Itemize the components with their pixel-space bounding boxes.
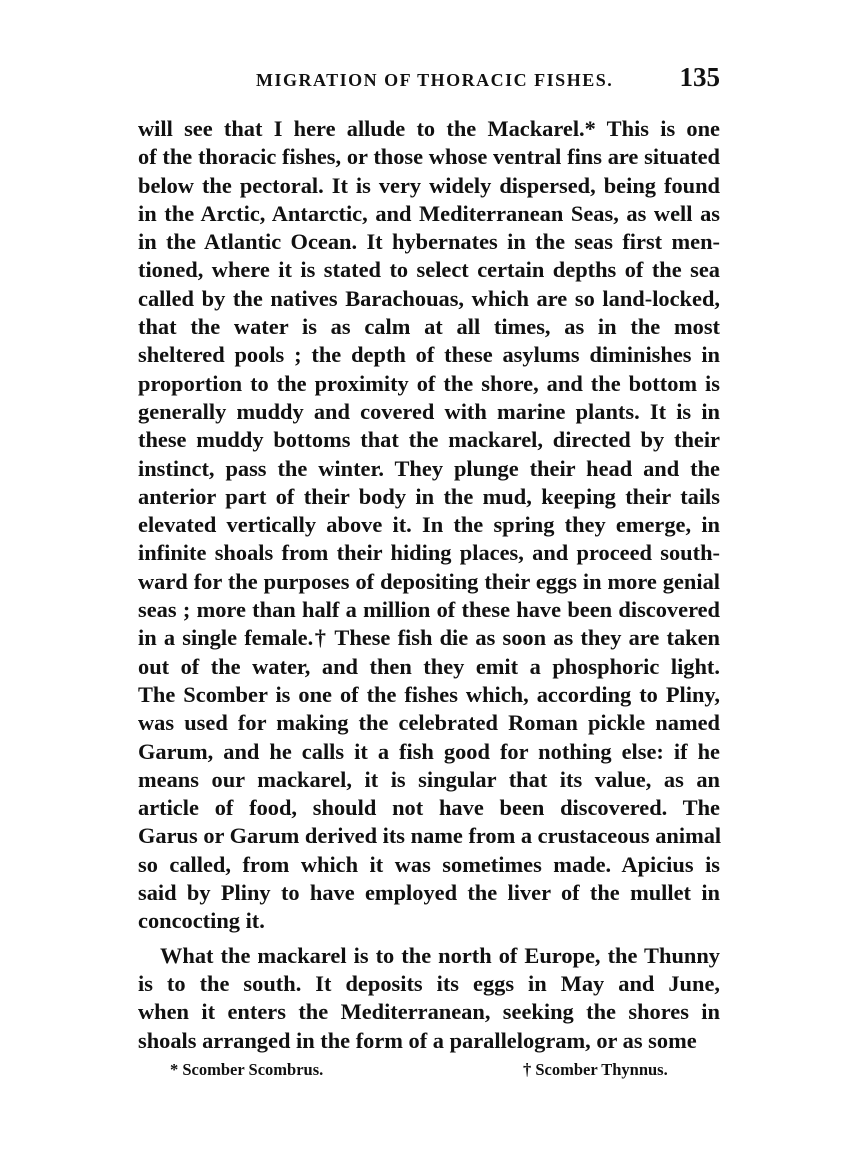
text-line: generally muddy and covered with marine plants. It is in bbox=[138, 398, 720, 424]
text-line: concocting it. bbox=[138, 908, 265, 934]
footnotes bbox=[138, 1060, 720, 1084]
text-line: these muddy bottoms that the mackarel, directed by their bbox=[138, 427, 720, 453]
text-line: ward for the purposes of depositing their eggs in more genial bbox=[138, 568, 720, 594]
text-line: called by the natives Barachouas, which are so land-locked, bbox=[138, 285, 720, 311]
text-line: means our mackarel, it is singular that its value, as an bbox=[138, 766, 720, 792]
text-line: elevated vertically above it. In the spring they emerge, in bbox=[138, 512, 720, 538]
text-line: proportion to the proximity of the shore, and the bottom is bbox=[138, 370, 720, 396]
text-line: in the Atlantic Ocean. It hybernates in the seas first men- bbox=[138, 229, 720, 255]
text-line: tioned, where it is stated to select certain depths of the sea bbox=[138, 257, 720, 283]
paragraph bbox=[138, 115, 720, 936]
text-line: anterior part of their body in the mud, keeping their tails bbox=[138, 483, 720, 509]
text-line: instinct, pass the winter. They plunge their head and the bbox=[138, 455, 720, 481]
text-line: Garus or Garum derived its name from a crustaceous animal bbox=[138, 823, 722, 849]
footnote-2: † Scomber Thynnus. bbox=[523, 1060, 668, 1079]
text-line: was used for making the celebrated Roman pickle named bbox=[138, 710, 720, 736]
text-line: shoals arranged in the form of a parallelogram, or as some bbox=[138, 1027, 697, 1053]
text-line: The Scomber is one of the fishes which, according to Pliny, bbox=[138, 681, 720, 707]
text-line: out of the water, and then they emit a phosphoric light. bbox=[138, 653, 720, 679]
text-line: will see that I here allude to the Mackarel.* This is one bbox=[138, 116, 720, 141]
paragraph bbox=[138, 942, 720, 1055]
text-line: article of food, should not have been discovered. The bbox=[138, 795, 720, 821]
text-line: What the mackarel is to the north of Europe, the Thunny bbox=[160, 942, 720, 968]
text-line: seas ; more than half a million of these have been discovered bbox=[138, 597, 720, 623]
text-line: sheltered pools ; the depth of these asylums diminishes in bbox=[138, 342, 720, 368]
text-line: that the water is as calm at all times, as in the most bbox=[138, 314, 720, 340]
text-line: infinite shoals from their hiding places, and proceed south- bbox=[138, 540, 720, 566]
footnote-1: * Scomber Scombrus. bbox=[170, 1060, 324, 1079]
text-line: in a single female.† These fish die as soon as they are taken bbox=[138, 625, 720, 651]
text-line: Garum, and he calls it a fish good for nothing else: if he bbox=[138, 738, 720, 764]
text-line: so called, from which it was sometimes made. Apicius is bbox=[138, 851, 720, 877]
running-title: MIGRATION OF THORACIC FISHES. bbox=[256, 70, 614, 90]
text-line: is to the south. It deposits its eggs in May and June, bbox=[138, 970, 720, 996]
text-line: below the pectoral. It is very widely dispersed, being found bbox=[138, 172, 720, 198]
text-line: of the thoracic fishes, or those whose ventral fins are situated bbox=[138, 144, 720, 170]
body-text bbox=[138, 115, 720, 1055]
text-line: when it enters the Mediterranean, seeking the shores in bbox=[138, 999, 720, 1025]
text-line: said by Pliny to have employed the liver of the mullet in bbox=[138, 880, 720, 906]
running-header bbox=[138, 62, 720, 98]
text-line: in the Arctic, Antarctic, and Mediterranean Seas, as well as bbox=[138, 200, 720, 226]
page-number: 135 bbox=[679, 62, 720, 92]
